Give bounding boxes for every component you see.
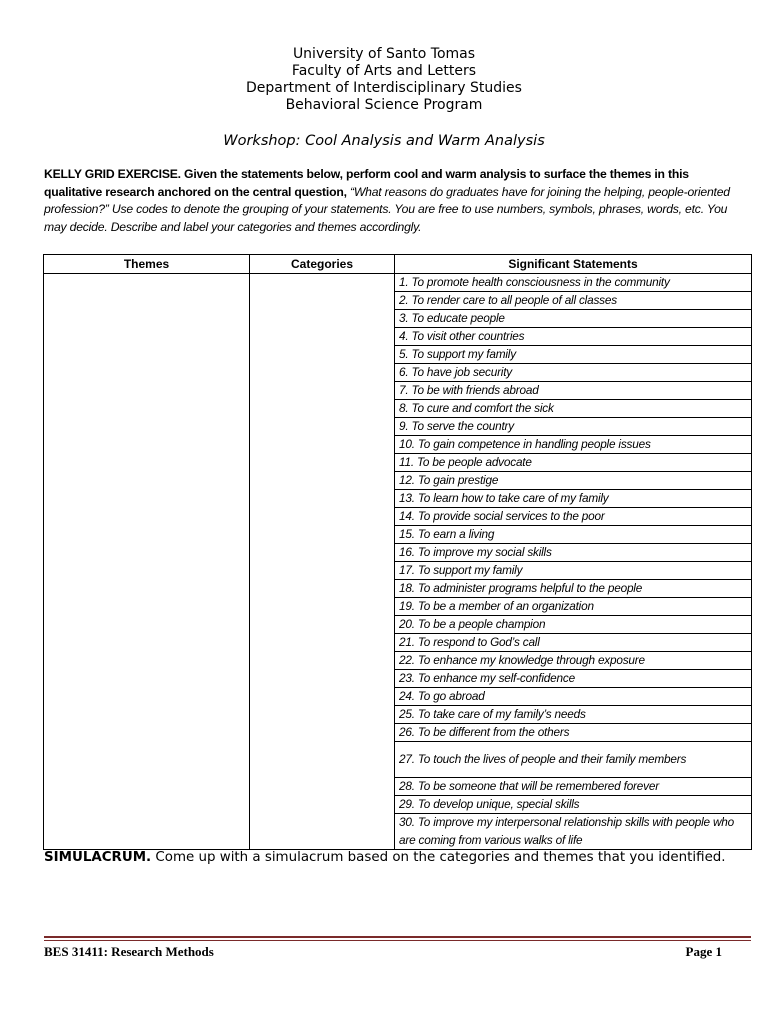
footer-page-number: Page 1 <box>685 944 722 959</box>
categories-header: Categories <box>250 255 395 274</box>
central-question: “What reasons do graduates have for joining the helping, people-oriented profession?” Use codes to denote the grouping of your statements. You are free to use numbers, symbols, phrases, words, etc. You may decide. Describe and label your categories and themes accordingly. <box>44 184 730 234</box>
workshop-title: Workshop: Cool Analysis and Warm Analysis <box>223 133 545 149</box>
kelly-grid-table <box>43 254 752 850</box>
footer-rule <box>44 936 751 938</box>
department-name: Department of Interdisciplinary Studies <box>246 80 522 96</box>
statement-cell: 12. To gain prestige <box>395 472 752 490</box>
statement-cell: 7. To be with friends abroad <box>395 382 752 400</box>
simulacrum-label: SIMULACRUM. <box>44 850 152 865</box>
exercise-label: KELLY GRID EXERCISE. <box>44 167 181 181</box>
faculty-name: Faculty of Arts and Letters <box>291 63 477 79</box>
statement-cell: 9. To serve the country <box>395 418 752 436</box>
statement-cell: 10. To gain competence in handling people issues <box>395 436 752 454</box>
statement-cell: 1. To promote health consciousness in the community <box>395 274 752 292</box>
footer-rule-thin <box>44 940 751 941</box>
instructions-text: Given the statements below, perform cool and warm analysis to surface the themes in this qualitative research anchored on the central question, <box>44 167 689 199</box>
document-header <box>0 46 768 114</box>
statement-cell: 21. To respond to God’s call <box>395 634 752 652</box>
statement-cell: 17. To support my family <box>395 562 752 580</box>
statement-cell: 20. To be a people champion <box>395 616 752 634</box>
statement-cell: 23. To enhance my self-confidence <box>395 670 752 688</box>
statement-cell: 8. To cure and comfort the sick <box>395 400 752 418</box>
statement-cell: 24. To go abroad <box>395 688 752 706</box>
program-name: Behavioral Science Program <box>285 97 483 113</box>
statement-cell: 16. To improve my social skills <box>395 544 752 562</box>
statement-cell: 6. To have job security <box>395 364 752 382</box>
statement-cell: 2. To render care to all people of all classes <box>395 292 752 310</box>
themes-cell[interactable] <box>44 274 250 850</box>
statement-cell: 28. To be someone that will be remembered forever <box>395 778 752 796</box>
statement-cell: 18. To administer programs helpful to the people <box>395 580 752 598</box>
statement-cell: 4. To visit other countries <box>395 328 752 346</box>
statement-cell: 19. To be a member of an organization <box>395 598 752 616</box>
statement-cell: 13. To learn how to take care of my family <box>395 490 752 508</box>
statement-cell: 15. To earn a living <box>395 526 752 544</box>
statement-cell: 3. To educate people <box>395 310 752 328</box>
statement-cell: 25. To take care of my family’s needs <box>395 706 752 724</box>
statement-cell: 27. To touch the lives of people and their family members <box>395 742 752 778</box>
statement-cell: 30. To improve my interpersonal relationship skills with people who are coming from various walks of life <box>395 814 752 850</box>
statement-cell: 22. To enhance my knowledge through exposure <box>395 652 752 670</box>
simulacrum-text: Come up with a simulacrum based on the categories and themes that you identified. <box>151 850 726 865</box>
themes-header: Themes <box>44 255 250 274</box>
footer-course: BES 31411: Research Methods <box>44 944 214 959</box>
statement-cell: 26. To be different from the others <box>395 724 752 742</box>
table-row <box>44 274 752 292</box>
table-header-row <box>44 255 752 274</box>
statement-cell: 29. To develop unique, special skills <box>395 796 752 814</box>
statement-cell: 14. To provide social services to the poor <box>395 508 752 526</box>
statement-cell: 11. To be people advocate <box>395 454 752 472</box>
statement-cell: 5. To support my family <box>395 346 752 364</box>
university-name: University of Santo Tomas <box>292 46 476 62</box>
categories-cell[interactable] <box>250 274 395 850</box>
table-body <box>44 274 752 850</box>
statements-header: Significant Statements <box>395 255 752 274</box>
instructions-paragraph <box>44 166 734 236</box>
simulacrum-paragraph <box>44 849 744 867</box>
